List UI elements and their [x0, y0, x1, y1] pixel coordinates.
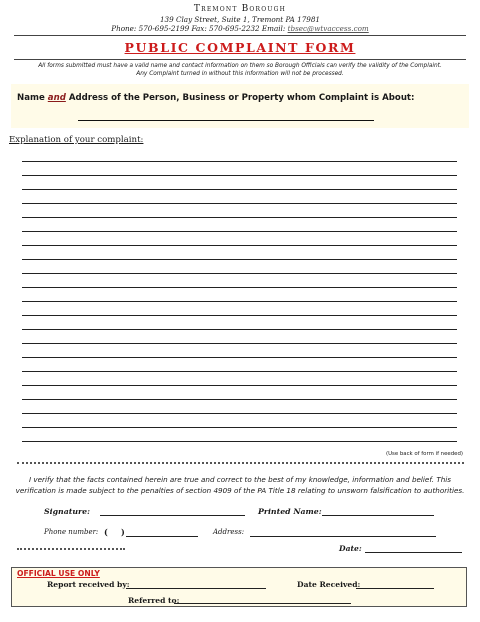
subject-label-end: Address of the Person, Business or Property whom Complaint is About:: [65, 93, 415, 103]
explanation-line[interactable]: [22, 441, 457, 442]
signature-label: Signature:: [44, 507, 90, 516]
explanation-line[interactable]: [22, 189, 457, 190]
org-name: Tremont Borough: [193, 4, 287, 14]
signature-field[interactable]: [100, 515, 245, 516]
explanation-line[interactable]: [22, 161, 457, 162]
verification-line-1: I verify that the facts contained herein are true and correct to the best of my knowledge, information and belief. This: [28, 475, 452, 484]
explanation-line[interactable]: [22, 343, 457, 344]
explanation-line[interactable]: [22, 399, 457, 400]
explanation-line[interactable]: [22, 315, 457, 316]
explanation-line[interactable]: [22, 259, 457, 260]
explanation-line[interactable]: [22, 175, 457, 176]
header-divider-top: [14, 35, 466, 36]
explanation-line[interactable]: [22, 301, 457, 302]
use-back-note: (Use back of form if needed): [385, 451, 463, 457]
section-divider-dotted: [17, 462, 464, 464]
phone-number-field[interactable]: [126, 536, 198, 537]
complaint-subject-input-line[interactable]: [78, 120, 374, 121]
verification-line-2: verification is made subject to the penalties of section 4909 of the PA Title 18 relating to unsworn falsification to authorities.: [15, 486, 465, 495]
date-label: Date:: [339, 544, 362, 553]
contact-email-link[interactable]: tbsec@wtvaccess.com: [287, 24, 369, 33]
explanation-line[interactable]: [22, 385, 457, 386]
header-divider-bottom: [14, 59, 466, 60]
phone-divider-dotted: [17, 548, 125, 550]
explanation-line[interactable]: [22, 357, 457, 358]
org-address: 139 Clay Street, Suite 1, Tremont PA 17981: [159, 15, 320, 24]
address-field[interactable]: [250, 536, 436, 537]
official-use-title: OFFICIAL USE ONLY: [17, 569, 100, 578]
printed-name-label: Printed Name:: [258, 507, 322, 516]
form-title: PUBLIC COMPLAINT FORM: [124, 40, 356, 55]
date-received-field[interactable]: [356, 588, 434, 589]
subject-label-and: and: [47, 93, 66, 103]
date-field[interactable]: [365, 552, 462, 553]
explanation-line[interactable]: [22, 287, 457, 288]
printed-name-field[interactable]: [322, 515, 434, 516]
phone-area-open-paren: (: [104, 527, 108, 537]
phone-number-label: Phone number:: [44, 528, 99, 536]
report-received-by-field[interactable]: [126, 588, 266, 589]
referred-to-field[interactable]: [174, 603, 351, 604]
contact-phone-fax: Phone: 570-695-2199 Fax: 570-695-2232 Email:: [111, 24, 286, 33]
notice-line-2: Any Complaint turned in without this information will not be processed.: [136, 71, 344, 77]
complaint-subject-label: [17, 93, 414, 103]
subject-label-start: Name: [17, 93, 48, 103]
address-label: Address:: [213, 528, 245, 536]
complaint-subject-section: [11, 84, 469, 128]
explanation-line[interactable]: [22, 203, 457, 204]
explanation-label: Explanation of your complaint:: [9, 135, 144, 145]
referred-to-label: Referred to:: [128, 596, 180, 605]
explanation-line[interactable]: [22, 427, 457, 428]
explanation-line[interactable]: [22, 231, 457, 232]
explanation-line[interactable]: [22, 371, 457, 372]
explanation-line[interactable]: [22, 245, 457, 246]
notice-line-1: All forms submitted must have a valid name and contact information on them so Borough Officials can verify the validity of the Complaint.: [38, 63, 442, 69]
phone-area-close-paren: ): [121, 527, 125, 537]
org-contact: [0, 24, 480, 33]
explanation-line[interactable]: [22, 329, 457, 330]
explanation-line[interactable]: [22, 273, 457, 274]
explanation-line[interactable]: [22, 217, 457, 218]
explanation-line[interactable]: [22, 413, 457, 414]
date-received-label: Date Received:: [297, 580, 361, 589]
report-received-by-label: Report received by:: [47, 580, 130, 589]
